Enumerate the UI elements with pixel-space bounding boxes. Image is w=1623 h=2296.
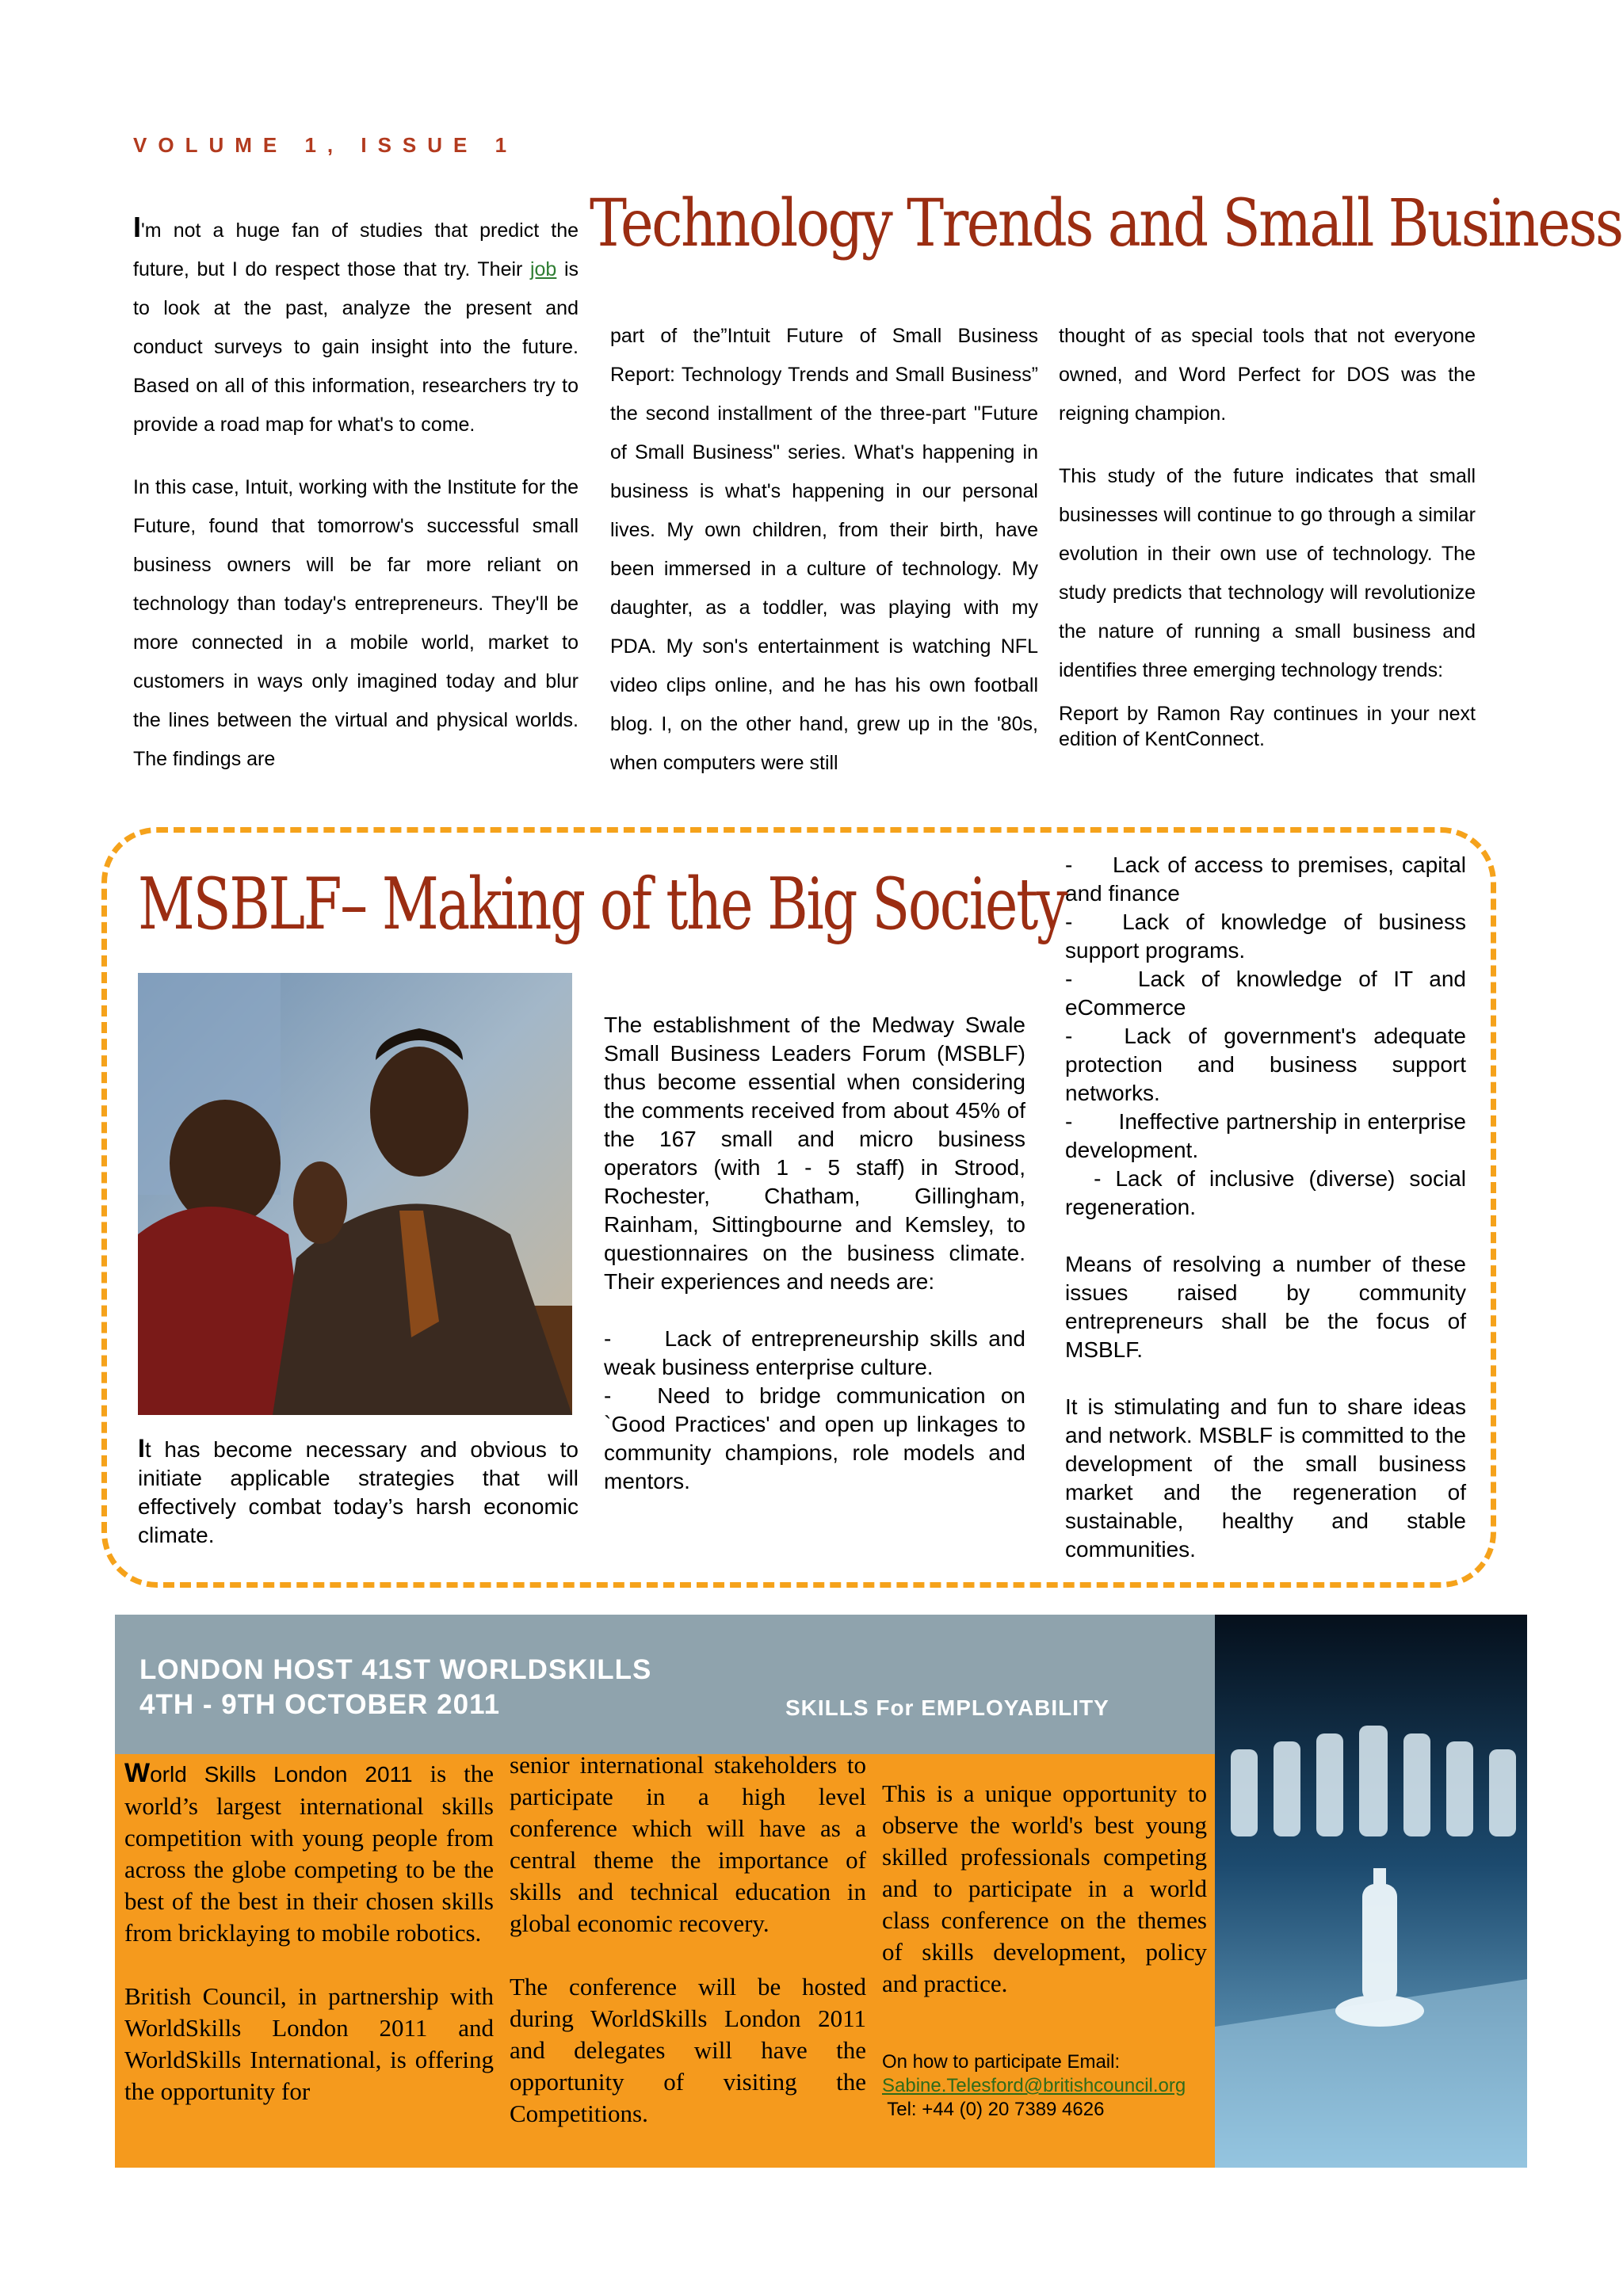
article1-paragraph: thought of as special tools that not everyone owned, and Word Perfect for DOS was the reigning champion.: [1059, 325, 1476, 425]
article1-paragraph: In this case, Intuit, working with the Institute for the Future, found that tomorrow's successful small business owners will be far more reliant on technology than today's entrepreneurs. They'll be more connected in a mobile world, market to customers in ways only imagined today and blur the lines between the virtual and physical worlds. The findings are: [133, 476, 579, 770]
article1-column-2: [610, 317, 1038, 807]
worldskills-paragraph: The conference will be hosted during WorldSkills London 2011 and delegates will have the opportunity of visiting the Competitions.: [510, 1973, 866, 2127]
worldskills-column-3: [882, 1778, 1207, 2031]
article-title-technology-trends: Technology Trends and Small Business: [590, 186, 1622, 261]
banner-title: LONDON HOST 41ST WORLDSKILLS: [139, 1654, 652, 1685]
needs-list-item: - Lack of knowledge of IT and eCommerce: [1065, 967, 1472, 1020]
needs-list-item: - Ineffective partnership in enterprise development.: [1065, 1109, 1472, 1162]
msblf-paragraph: It is stimulating and fun to share ideas and network. MSBLF is committed to the development of the small business market and the regeneration of sustainable, healthy and stable communities.: [1065, 1394, 1466, 1562]
worldskills-column-2: [510, 1749, 866, 2161]
article1-paragraph: This study of the future indicates that small businesses will continue to go through a similar evolution in their own use of technology. The study predicts that technology will revolutionize the nature of running a small business and identifies three emerging technology trends:: [1059, 465, 1476, 681]
worldskills-banner: [115, 1615, 1215, 1754]
needs-list-item: - Lack of access to premises, capital and finance: [1065, 852, 1472, 906]
needs-list-item: - Lack of government's adequate protection and business support networks.: [1065, 1024, 1472, 1105]
msblf-intro-caption: It has become necessary and obvious to initiate applicable strategies that will effectively combat today’s harsh economic climate.: [138, 1434, 579, 1547]
article1-column-1: I'm not a huge fan of studies that predict the future, but I do respect those that try. Their job is to look at the past, analyze the present and conduct surveys to gain insight into the future. Based on all of this information, researchers try to provide a road map for what's to come. In this case, Intuit, working with the Institute for the Future, found that tomorrow's successful small business owners will be far more reliant on technology than today's entrepreneurs. They'll be more connected in a mobile world, market to customers in ways only imagined today and blur the lines between the virtual and physical worlds. The findings are: [133, 208, 579, 803]
drop-cap: I: [138, 1434, 145, 1463]
article1-paragraph: part of the”Intuit Future of Small Business Report: Technology Trends and Small Business” the second installment of the three-part "Future of Small Business" series. What's happening in business is what's happening in our personal lives. My own children, from their birth, have been immersed in a culture of technology. My daughter, as a toddler, was playing with my PDA. My son's entertainment is watching NFL video clips online, and he has his own football blog. I, on the other hand, grew up in the '80s, when computers were still: [610, 325, 1038, 774]
needs-list-item: - Need to bridge communication on `Good Practices' and open up linkages to community champions, role models and mentors.: [604, 1383, 1032, 1493]
worldskills-column-1: World Skills London 2011 is the world’s largest international skills competition with young people from across the globe competing to be the best of the best in their chosen skills from bricklaying to mobile robotics. British Council, in partnership with WorldSkills London 2011 and WorldSkills International, is offering the opportunity for: [124, 1757, 494, 2139]
banner-dates: 4TH - 9TH OCTOBER 2011: [139, 1689, 501, 1720]
volume-issue-label: VOLUME 1, ISSUE 1: [133, 133, 518, 157]
email-link[interactable]: Sabine.Telesford@britishcouncil.org: [882, 2075, 1186, 2096]
msblf-column-3: [1065, 851, 1472, 1592]
worldskills-body: [115, 1751, 1215, 2168]
telephone: Tel: +44 (0) 20 7389 4626: [882, 2099, 1105, 2120]
contact-label: On how to participate Email:: [882, 2051, 1121, 2073]
msblf-paragraph: The establishment of the Medway Swale Small Business Leaders Forum (MSBLF) thus become essential when considering the comments received from about 45% of the 167 small and micro business operators (with 1 - 5 staff) in Strood, Rochester, Chatham, Gillingham, Rainham, Sittingbourne and Kemsley, to questionnaires on the business climate. Their experiences and needs are:: [604, 1013, 1025, 1294]
needs-list-item: - Lack of entrepreneurship skills and weak business enterprise culture.: [604, 1326, 1032, 1379]
needs-list-item: - Lack of inclusive (diverse) social regeneration.: [1065, 1166, 1472, 1219]
article-title-msblf: MSBLF– Making of the Big Society: [138, 863, 1067, 946]
business-meeting-photo: [138, 973, 572, 1415]
banner-tagline: SKILLS For EMPLOYABILITY: [785, 1695, 1109, 1720]
drop-cap: I: [133, 211, 142, 243]
drop-cap: W: [124, 1758, 151, 1788]
contact-block: [882, 2050, 1207, 2122]
continued-note: Report by Ramon Ray continues in your next edition of KentConnect.: [1059, 703, 1476, 750]
worldskills-paragraph: senior international stakeholders to participate in a high level conference which will have as a central theme the importance of skills and technical education in global economic recovery.: [510, 1751, 866, 1937]
needs-list-item: - Lack of knowledge of business support programs.: [1065, 910, 1472, 963]
article1-column-3: [1059, 317, 1476, 776]
chess-board-photo: [1215, 1615, 1527, 2168]
worldskills-paragraph: This is a unique opportunity to observe the world's best young skilled professionals competing and to participate in a world class conference on the themes of skills development, policy and practice.: [882, 1779, 1207, 1997]
msblf-paragraph: Means of resolving a number of these issues raised by community entrepreneurs shall be the focus of MSBLF.: [1065, 1252, 1466, 1362]
msblf-column-2: [604, 1011, 1032, 1496]
worldskills-paragraph: British Council, in partnership with WorldSkills London 2011 and WorldSkills International, is offering the opportunity for: [124, 1982, 494, 2105]
job-link[interactable]: job: [529, 258, 557, 280]
